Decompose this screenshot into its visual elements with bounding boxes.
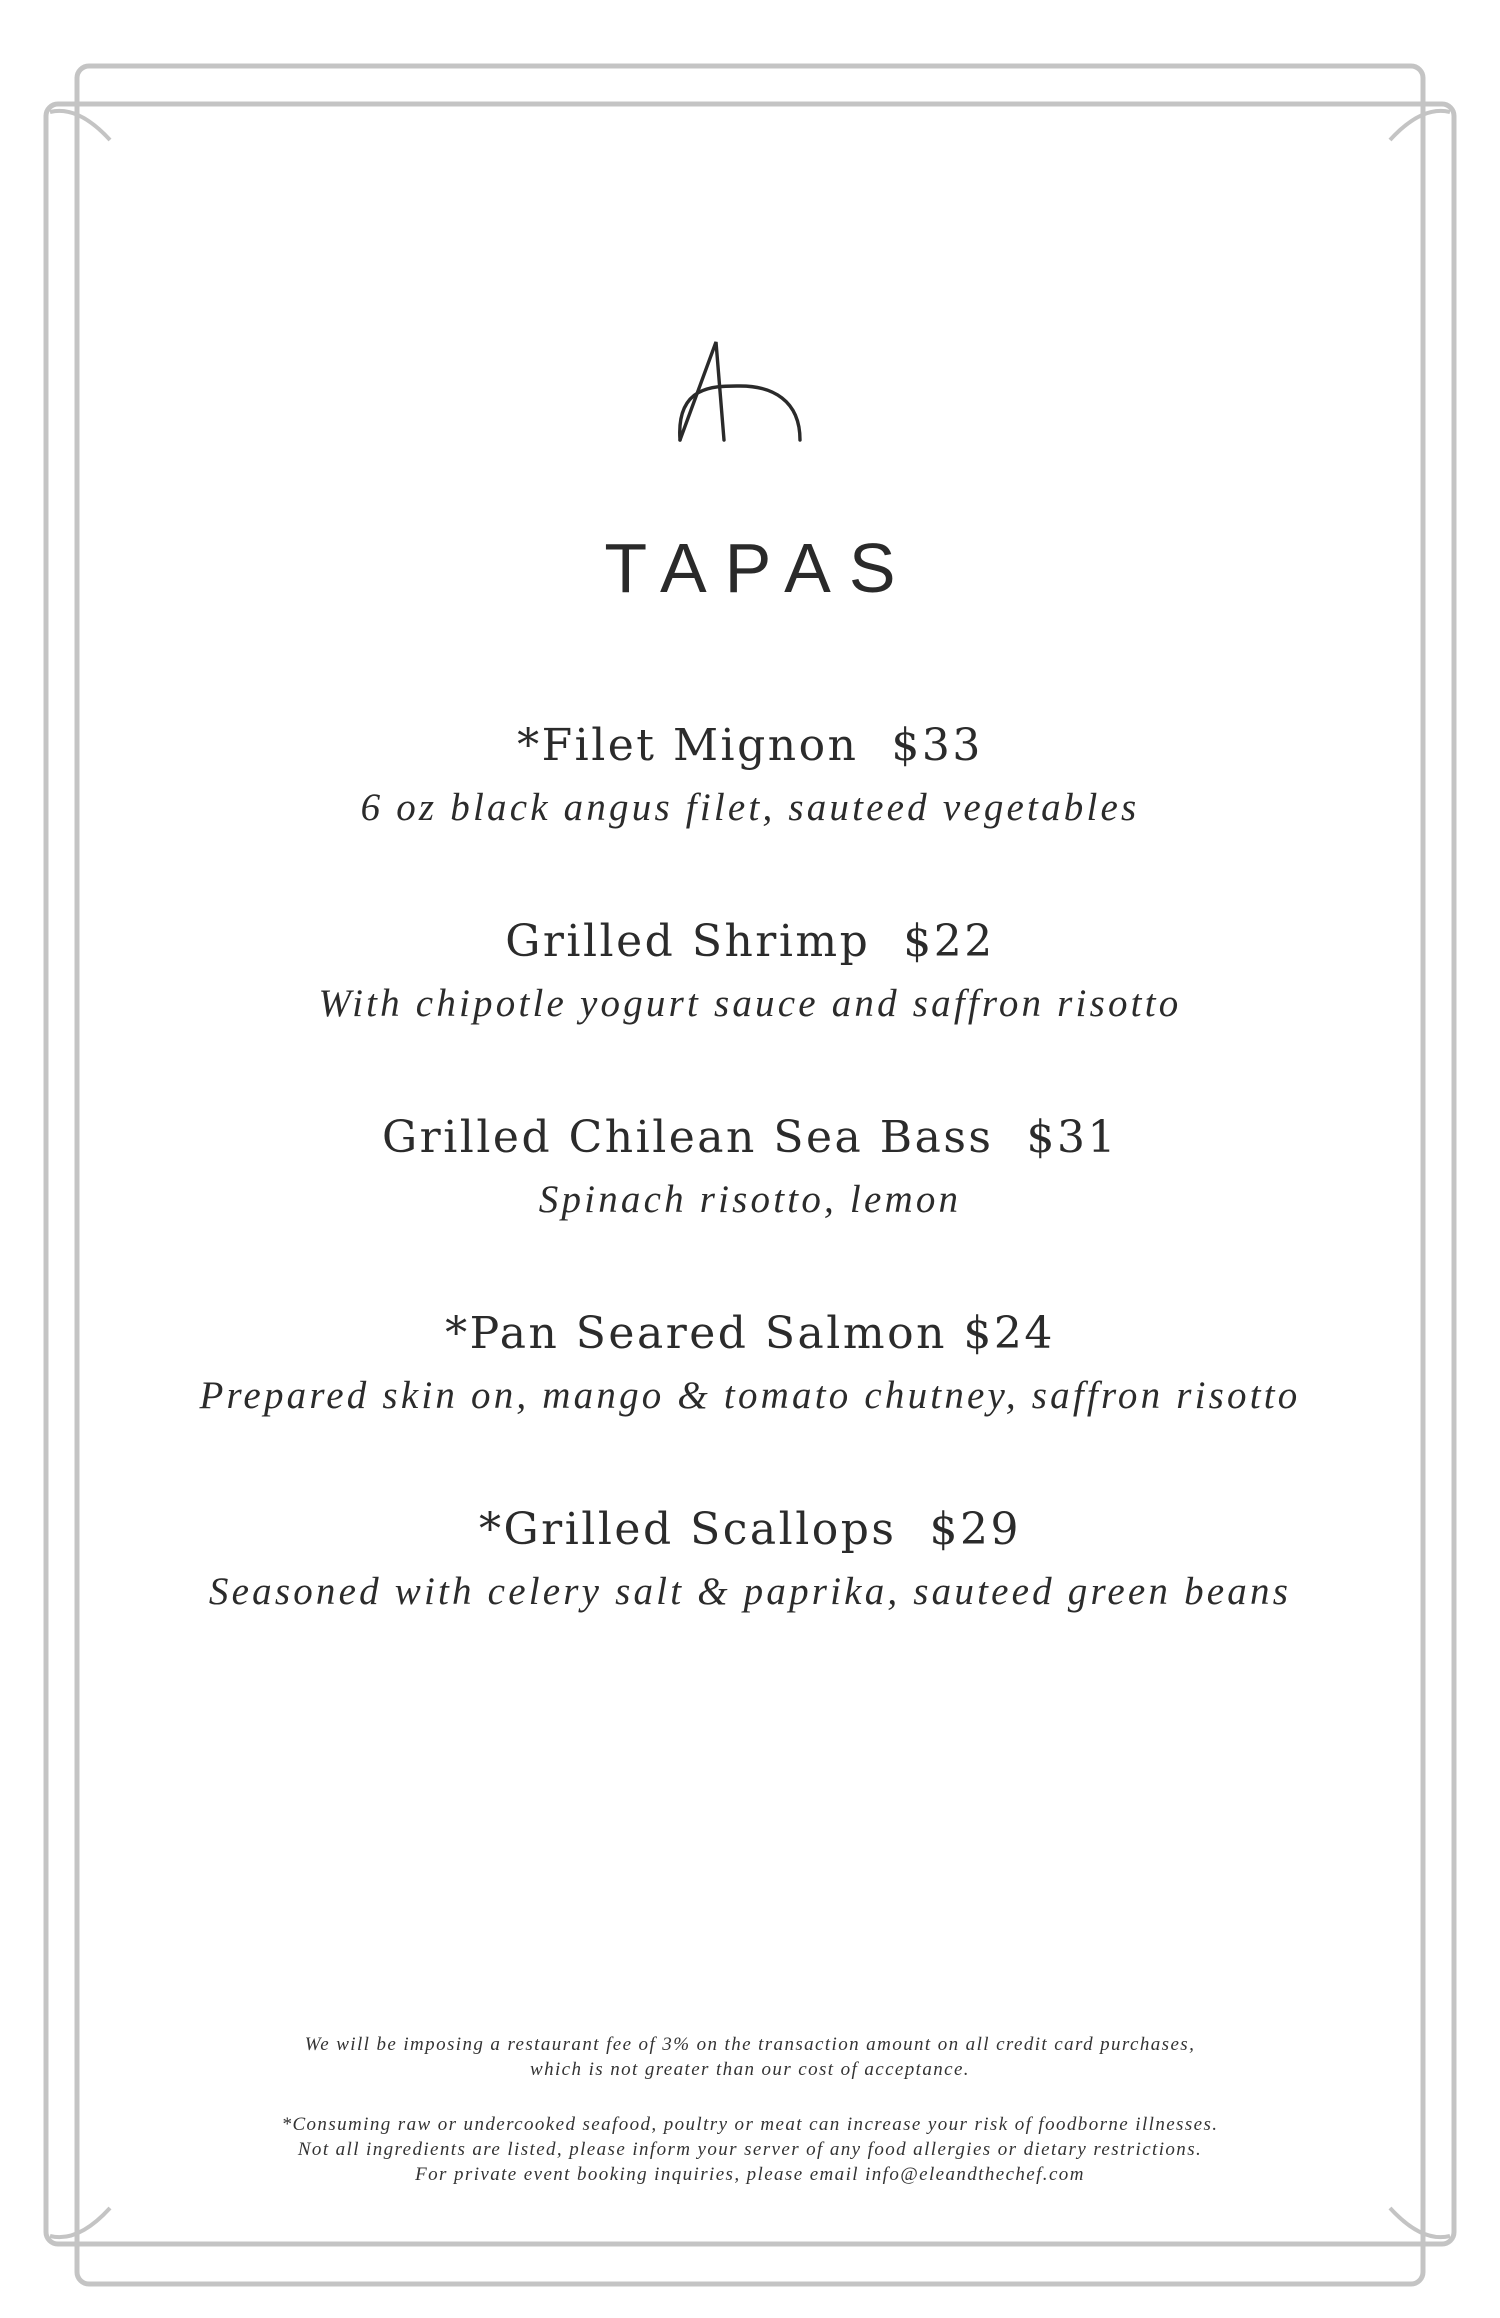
fee-notice-line: which is not greater than our cost of acceptance. xyxy=(530,2059,970,2080)
menu-list xyxy=(0,716,1500,1696)
item-name: *Grilled Scallops $29 xyxy=(479,1504,1021,1555)
item-description: Seasoned with celery salt & paprika, sauteed green beans xyxy=(208,1570,1292,1613)
item-description: Prepared skin on, mango & tomato chutney, saffron risotto xyxy=(199,1374,1301,1417)
menu-item xyxy=(0,716,1500,912)
fee-notice-line: We will be imposing a restaurant fee of 3% on the transaction amount on all credit card purchases, xyxy=(304,2034,1196,2055)
item-description: 6 oz black angus filet, sauteed vegetables xyxy=(360,786,1140,829)
menu-item xyxy=(0,1304,1500,1500)
footer-notes xyxy=(0,2032,1500,2187)
item-name: *Pan Seared Salmon $24 xyxy=(445,1308,1055,1359)
menu-item xyxy=(0,1500,1500,1696)
menu-title: TAPAS xyxy=(604,529,914,607)
menu-item xyxy=(0,1108,1500,1304)
item-name: Grilled Chilean Sea Bass $31 xyxy=(382,1112,1118,1163)
item-description: Spinach risotto, lemon xyxy=(538,1178,962,1221)
item-name: *Filet Mignon $33 xyxy=(517,720,983,771)
menu-item xyxy=(0,912,1500,1108)
booking-inquiry-line: For private event booking inquiries, please email info@eleandthechef.com xyxy=(415,2164,1085,2185)
allergy-notice-line: Not all ingredients are listed, please inform your server of any food allergies or dietary restrictions. xyxy=(297,2139,1203,2160)
monogram-logo-icon xyxy=(672,334,812,454)
item-description: With chipotle yogurt sauce and saffron risotto xyxy=(318,982,1182,1025)
health-notice-line: *Consuming raw or undercooked seafood, poultry or meat can increase your risk of foodborne illnesses. xyxy=(281,2114,1219,2135)
item-name: Grilled Shrimp $22 xyxy=(505,916,995,967)
